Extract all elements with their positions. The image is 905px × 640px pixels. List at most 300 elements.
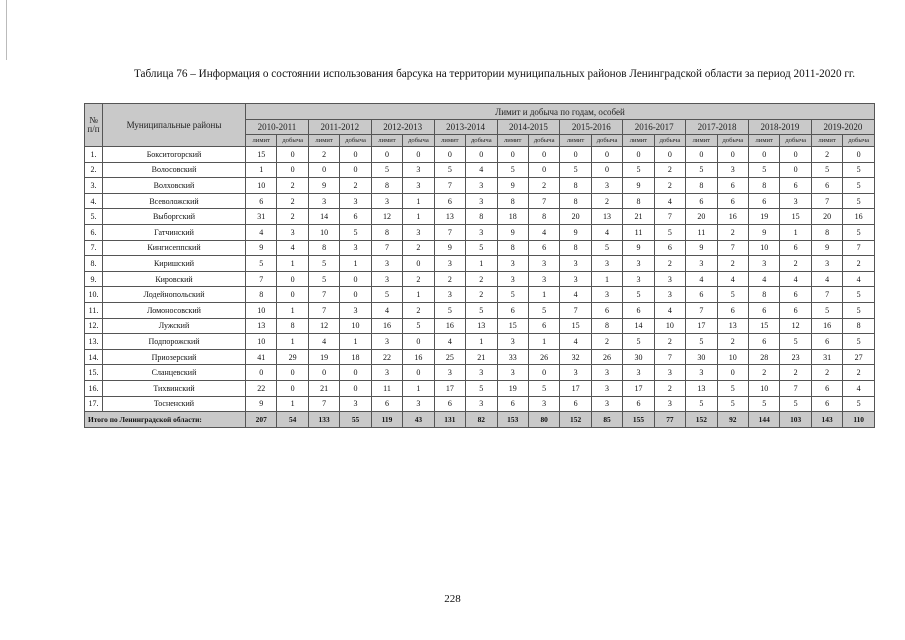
header-limit: лимит [623, 135, 654, 147]
table-row [85, 193, 875, 209]
limit-cell: 9 [497, 224, 528, 240]
harvest-cell: 3 [403, 396, 434, 412]
harvest-cell: 0 [277, 147, 308, 163]
harvest-cell: 2 [591, 193, 622, 209]
harvest-cell: 0 [340, 271, 371, 287]
harvest-cell: 7 [717, 240, 748, 256]
limit-cell: 7 [686, 302, 717, 318]
harvest-cell: 5 [466, 302, 497, 318]
limit-cell: 0 [497, 147, 528, 163]
limit-cell: 6 [749, 334, 780, 350]
limit-cell: 7 [434, 224, 465, 240]
table-row [85, 365, 875, 381]
harvest-cell: 10 [654, 318, 685, 334]
harvest-cell: 1 [277, 334, 308, 350]
limit-cell: 0 [749, 147, 780, 163]
harvest-cell: 8 [591, 318, 622, 334]
harvest-cell: 2 [528, 178, 559, 194]
harvest-cell: 4 [654, 193, 685, 209]
harvest-cell: 6 [717, 302, 748, 318]
harvest-cell: 5 [843, 224, 875, 240]
total-limit-cell: 119 [371, 412, 402, 428]
harvest-cell: 2 [591, 334, 622, 350]
header-harvest: добыча [654, 135, 685, 147]
header-num: № п/п [85, 104, 103, 147]
limit-cell: 11 [371, 380, 402, 396]
harvest-cell: 15 [780, 209, 811, 225]
harvest-cell: 5 [466, 240, 497, 256]
limit-cell: 13 [434, 209, 465, 225]
limit-cell: 3 [434, 287, 465, 303]
harvest-cell: 3 [340, 396, 371, 412]
limit-cell: 9 [560, 224, 591, 240]
limit-cell: 25 [434, 349, 465, 365]
limit-cell: 9 [308, 178, 339, 194]
harvest-cell: 27 [843, 349, 875, 365]
harvest-cell: 5 [780, 396, 811, 412]
harvest-cell: 5 [528, 302, 559, 318]
limit-cell: 5 [686, 334, 717, 350]
harvest-cell: 5 [466, 380, 497, 396]
harvest-cell: 3 [466, 396, 497, 412]
limit-cell: 32 [560, 349, 591, 365]
harvest-cell: 4 [277, 240, 308, 256]
harvest-cell: 0 [340, 365, 371, 381]
limit-cell: 0 [371, 147, 402, 163]
harvest-cell: 26 [528, 349, 559, 365]
limit-cell: 5 [434, 162, 465, 178]
limit-cell: 5 [308, 271, 339, 287]
harvest-cell: 3 [654, 287, 685, 303]
harvest-cell: 3 [340, 302, 371, 318]
harvest-cell: 2 [466, 271, 497, 287]
row-number: 10. [85, 287, 103, 303]
limit-cell: 8 [560, 240, 591, 256]
limit-cell: 20 [811, 209, 842, 225]
harvest-cell: 7 [654, 349, 685, 365]
limit-cell: 17 [434, 380, 465, 396]
harvest-cell: 0 [717, 147, 748, 163]
limit-cell: 3 [434, 256, 465, 272]
limit-cell: 8 [623, 193, 654, 209]
harvest-cell: 6 [780, 287, 811, 303]
limit-cell: 8 [686, 178, 717, 194]
harvest-cell: 2 [654, 178, 685, 194]
limit-cell: 4 [434, 334, 465, 350]
limit-cell: 5 [623, 162, 654, 178]
harvest-cell: 2 [340, 178, 371, 194]
header-period: 2017-2018 [686, 120, 749, 135]
harvest-cell: 3 [654, 365, 685, 381]
limit-cell: 5 [497, 162, 528, 178]
limit-cell: 0 [308, 365, 339, 381]
table-row [85, 271, 875, 287]
harvest-cell: 3 [654, 396, 685, 412]
limit-cell: 3 [497, 271, 528, 287]
harvest-cell: 3 [403, 224, 434, 240]
limit-cell: 30 [623, 349, 654, 365]
harvest-cell: 12 [780, 318, 811, 334]
harvest-cell: 5 [340, 224, 371, 240]
limit-cell: 2 [434, 271, 465, 287]
harvest-cell: 6 [717, 178, 748, 194]
header-harvest: добыча [591, 135, 622, 147]
header-period: 2013-2014 [434, 120, 497, 135]
limit-cell: 14 [623, 318, 654, 334]
limit-cell: 12 [371, 209, 402, 225]
header-limit: лимит [811, 135, 842, 147]
total-harvest-cell: 77 [654, 412, 685, 428]
limit-cell: 3 [623, 256, 654, 272]
header-period: 2015-2016 [560, 120, 623, 135]
header-limit: лимит [560, 135, 591, 147]
limit-cell: 15 [749, 318, 780, 334]
limit-cell: 3 [434, 365, 465, 381]
harvest-cell: 10 [340, 318, 371, 334]
harvest-cell: 2 [277, 209, 308, 225]
limit-cell: 7 [811, 287, 842, 303]
header-harvest: добыча [403, 135, 434, 147]
harvest-cell: 2 [277, 193, 308, 209]
limit-cell: 3 [371, 365, 402, 381]
limit-cell: 6 [686, 287, 717, 303]
limit-cell: 5 [371, 287, 402, 303]
harvest-cell: 2 [717, 256, 748, 272]
harvest-cell: 29 [277, 349, 308, 365]
limit-cell: 5 [749, 162, 780, 178]
table-row [85, 380, 875, 396]
limit-cell: 20 [686, 209, 717, 225]
harvest-table [84, 103, 875, 428]
limit-cell: 3 [749, 256, 780, 272]
header-period: 2016-2017 [623, 120, 686, 135]
row-number: 9. [85, 271, 103, 287]
harvest-cell: 6 [780, 302, 811, 318]
limit-cell: 14 [308, 209, 339, 225]
harvest-cell: 5 [843, 302, 875, 318]
limit-cell: 4 [560, 287, 591, 303]
harvest-cell: 3 [717, 162, 748, 178]
limit-cell: 9 [246, 240, 277, 256]
limit-cell: 8 [497, 193, 528, 209]
harvest-cell: 2 [654, 162, 685, 178]
region-name: Приозерский [103, 349, 246, 365]
harvest-cell: 5 [843, 162, 875, 178]
limit-cell: 4 [371, 302, 402, 318]
harvest-cell: 6 [340, 209, 371, 225]
harvest-cell: 7 [654, 209, 685, 225]
total-harvest-cell: 55 [340, 412, 371, 428]
harvest-cell: 2 [277, 178, 308, 194]
total-harvest-cell: 82 [466, 412, 497, 428]
harvest-cell: 2 [403, 271, 434, 287]
harvest-cell: 6 [717, 193, 748, 209]
limit-cell: 6 [434, 193, 465, 209]
limit-cell: 8 [749, 287, 780, 303]
total-row [85, 412, 875, 428]
harvest-cell: 2 [654, 256, 685, 272]
harvest-cell: 13 [717, 318, 748, 334]
header-period: 2012-2013 [371, 120, 434, 135]
limit-cell: 5 [371, 162, 402, 178]
row-number: 7. [85, 240, 103, 256]
limit-cell: 41 [246, 349, 277, 365]
harvest-cell: 0 [843, 147, 875, 163]
limit-cell: 22 [246, 380, 277, 396]
total-limit-cell: 153 [497, 412, 528, 428]
region-name: Подпорожский [103, 334, 246, 350]
harvest-cell: 2 [466, 287, 497, 303]
harvest-cell: 0 [277, 365, 308, 381]
header-limit: лимит [246, 135, 277, 147]
limit-cell: 3 [623, 365, 654, 381]
harvest-cell: 3 [340, 193, 371, 209]
total-harvest-cell: 43 [403, 412, 434, 428]
row-number: 4. [85, 193, 103, 209]
limit-cell: 8 [749, 178, 780, 194]
total-limit-cell: 152 [560, 412, 591, 428]
harvest-cell: 5 [843, 193, 875, 209]
region-name: Выборгский [103, 209, 246, 225]
table-caption: Таблица 76 – Информация о состоянии использования барсука на территории муниципальных районов Ленинградской области за период 2011-2020 гг. [134, 68, 856, 80]
harvest-cell: 3 [591, 256, 622, 272]
harvest-cell: 3 [591, 380, 622, 396]
harvest-cell: 7 [528, 193, 559, 209]
total-limit-cell: 133 [308, 412, 339, 428]
limit-cell: 16 [371, 318, 402, 334]
row-number: 3. [85, 178, 103, 194]
limit-cell: 3 [371, 334, 402, 350]
harvest-cell: 4 [528, 224, 559, 240]
harvest-cell: 3 [403, 178, 434, 194]
harvest-cell: 0 [403, 256, 434, 272]
limit-cell: 8 [560, 193, 591, 209]
limit-cell: 5 [811, 162, 842, 178]
header-period: 2011-2012 [308, 120, 371, 135]
harvest-cell: 0 [340, 287, 371, 303]
harvest-cell: 1 [277, 256, 308, 272]
row-number: 15. [85, 365, 103, 381]
harvest-cell: 26 [591, 349, 622, 365]
limit-cell: 22 [371, 349, 402, 365]
harvest-cell: 2 [717, 224, 748, 240]
harvest-cell: 1 [466, 334, 497, 350]
harvest-cell: 13 [466, 318, 497, 334]
limit-cell: 4 [246, 224, 277, 240]
table-row [85, 147, 875, 163]
harvest-cell: 8 [277, 318, 308, 334]
harvest-cell: 3 [591, 365, 622, 381]
limit-cell: 8 [497, 240, 528, 256]
limit-cell: 6 [749, 302, 780, 318]
harvest-cell: 3 [466, 178, 497, 194]
harvest-cell: 23 [780, 349, 811, 365]
limit-cell: 13 [686, 380, 717, 396]
region-name: Лужский [103, 318, 246, 334]
harvest-cell: 10 [717, 349, 748, 365]
harvest-cell: 6 [591, 302, 622, 318]
harvest-cell: 0 [277, 271, 308, 287]
limit-cell: 8 [371, 178, 402, 194]
harvest-cell: 3 [528, 271, 559, 287]
harvest-cell: 4 [717, 271, 748, 287]
table-row [85, 178, 875, 194]
limit-cell: 6 [623, 396, 654, 412]
limit-cell: 9 [623, 178, 654, 194]
row-number: 14. [85, 349, 103, 365]
harvest-cell: 4 [843, 271, 875, 287]
limit-cell: 7 [308, 287, 339, 303]
harvest-cell: 0 [340, 147, 371, 163]
limit-cell: 5 [686, 396, 717, 412]
harvest-cell: 0 [277, 287, 308, 303]
header-limit: лимит [749, 135, 780, 147]
limit-cell: 8 [246, 287, 277, 303]
limit-cell: 9 [497, 178, 528, 194]
region-name: Гатчинский [103, 224, 246, 240]
limit-cell: 10 [308, 224, 339, 240]
limit-cell: 6 [560, 396, 591, 412]
harvest-cell: 3 [528, 256, 559, 272]
harvest-cell: 4 [466, 162, 497, 178]
limit-cell: 9 [623, 240, 654, 256]
region-name: Волховский [103, 178, 246, 194]
header-harvest: добыча [466, 135, 497, 147]
harvest-cell: 1 [340, 256, 371, 272]
limit-cell: 6 [811, 178, 842, 194]
limit-cell: 3 [623, 271, 654, 287]
harvest-cell: 8 [528, 209, 559, 225]
table-row [85, 396, 875, 412]
limit-cell: 16 [434, 318, 465, 334]
limit-cell: 3 [686, 256, 717, 272]
row-number: 1. [85, 147, 103, 163]
harvest-cell: 6 [528, 318, 559, 334]
row-number: 17. [85, 396, 103, 412]
row-number: 13. [85, 334, 103, 350]
limit-cell: 3 [560, 256, 591, 272]
harvest-cell: 6 [528, 240, 559, 256]
harvest-cell: 1 [403, 193, 434, 209]
table-row [85, 349, 875, 365]
header-limit: лимит [434, 135, 465, 147]
limit-cell: 4 [560, 334, 591, 350]
harvest-cell: 3 [277, 224, 308, 240]
harvest-cell: 1 [277, 396, 308, 412]
harvest-cell: 2 [717, 334, 748, 350]
region-name: Бокситогорский [103, 147, 246, 163]
limit-cell: 11 [686, 224, 717, 240]
harvest-cell: 5 [843, 334, 875, 350]
harvest-cell: 0 [528, 365, 559, 381]
total-harvest-cell: 92 [717, 412, 748, 428]
header-period: 2010-2011 [246, 120, 309, 135]
header-limit: лимит [371, 135, 402, 147]
harvest-cell: 0 [591, 147, 622, 163]
limit-cell: 3 [497, 334, 528, 350]
harvest-cell: 0 [780, 162, 811, 178]
harvest-cell: 8 [466, 209, 497, 225]
harvest-cell: 16 [717, 209, 748, 225]
region-name: Тихвинский [103, 380, 246, 396]
header-limit: лимит [686, 135, 717, 147]
limit-cell: 6 [497, 302, 528, 318]
harvest-cell: 3 [591, 396, 622, 412]
limit-cell: 16 [811, 318, 842, 334]
harvest-cell: 7 [843, 240, 875, 256]
limit-cell: 5 [686, 162, 717, 178]
harvest-cell: 1 [591, 271, 622, 287]
table-row [85, 334, 875, 350]
harvest-cell: 3 [403, 162, 434, 178]
limit-cell: 10 [246, 334, 277, 350]
limit-cell: 7 [308, 396, 339, 412]
harvest-cell: 8 [843, 318, 875, 334]
page-number: 228 [444, 593, 461, 605]
limit-cell: 3 [560, 271, 591, 287]
limit-cell: 2 [811, 147, 842, 163]
limit-cell: 4 [686, 271, 717, 287]
table-row [85, 302, 875, 318]
harvest-cell: 5 [654, 224, 685, 240]
limit-cell: 4 [308, 334, 339, 350]
harvest-cell: 3 [528, 396, 559, 412]
harvest-cell: 3 [466, 224, 497, 240]
row-number: 12. [85, 318, 103, 334]
limit-cell: 6 [811, 396, 842, 412]
limit-cell: 0 [686, 147, 717, 163]
harvest-cell: 5 [780, 334, 811, 350]
harvest-cell: 5 [591, 240, 622, 256]
limit-cell: 0 [308, 162, 339, 178]
limit-cell: 11 [623, 224, 654, 240]
limit-cell: 8 [560, 178, 591, 194]
harvest-cell: 2 [843, 365, 875, 381]
table-row [85, 224, 875, 240]
limit-cell: 8 [371, 224, 402, 240]
harvest-cell: 3 [780, 193, 811, 209]
limit-cell: 4 [811, 271, 842, 287]
limit-cell: 5 [497, 287, 528, 303]
limit-cell: 7 [434, 178, 465, 194]
limit-cell: 10 [246, 178, 277, 194]
harvest-cell: 5 [843, 287, 875, 303]
harvest-cell: 4 [843, 380, 875, 396]
harvest-cell: 5 [717, 396, 748, 412]
region-name: Волосовский [103, 162, 246, 178]
limit-cell: 3 [686, 365, 717, 381]
harvest-cell: 0 [466, 147, 497, 163]
row-number: 11. [85, 302, 103, 318]
harvest-cell: 18 [340, 349, 371, 365]
limit-cell: 6 [497, 396, 528, 412]
harvest-cell: 0 [780, 147, 811, 163]
header-harvest: добыча [780, 135, 811, 147]
limit-cell: 31 [246, 209, 277, 225]
table-row [85, 256, 875, 272]
header-limit: лимит [497, 135, 528, 147]
header-period: 2014-2015 [497, 120, 560, 135]
limit-cell: 3 [497, 365, 528, 381]
header-harvest: добыча [277, 135, 308, 147]
harvest-cell: 0 [717, 365, 748, 381]
harvest-cell: 16 [843, 209, 875, 225]
harvest-cell: 5 [528, 380, 559, 396]
limit-cell: 9 [749, 224, 780, 240]
total-limit-cell: 152 [686, 412, 717, 428]
limit-cell: 17 [623, 380, 654, 396]
harvest-cell: 3 [654, 271, 685, 287]
